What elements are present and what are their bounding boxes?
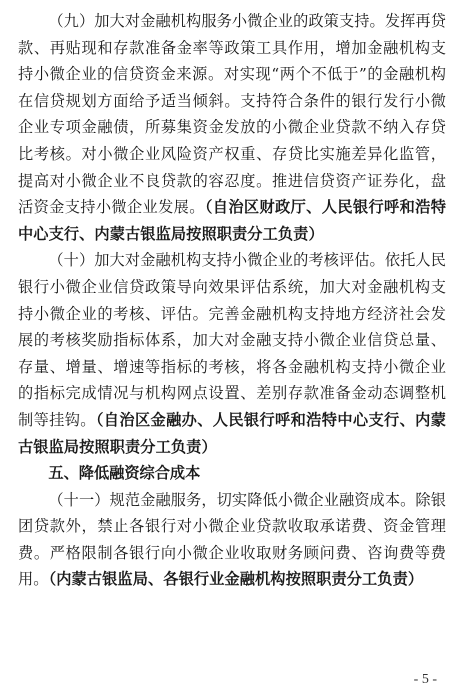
- paragraph-10: [18, 247, 446, 460]
- page-number: - 5 -: [413, 672, 437, 687]
- paragraph-11-responsibility: （内蒙古银监局、各银行业金融机构按照职责分工负责）: [48, 570, 424, 589]
- section-heading: 五、降低融资综合成本: [48, 464, 201, 483]
- document-page: [18, 8, 446, 593]
- paragraph-10-responsibility: （自治区金融办、人民银行呼和浩特中心支行、内蒙古银监局按照职责分工负责）: [18, 410, 447, 456]
- paragraph-10-text: （十）加大对金融机构支持小微企业的考核评估。依托人民银行小微企业信贷政策导向效果评估系统，加大对金融机构支持小微企业的考核、评估。完善金融机构支持地方经济社会发展的考核奖励指标体系，加大对金融支持小微企业信贷总量、存量、增量、增速等指标的考核，将各金融机构支持小微企业的指标完成情况与机构网点设置、差别存款准备金动态调整机制等挂钩。: [18, 251, 446, 429]
- paragraph-9-text: （九）加大对金融机构服务小微企业的政策支持。发挥再贷款、再贴现和存款准备金率等政策工具作用，增加金融机构支持小微企业的信贷资金来源。对实现“两个不低于”的金融机构在信贷规划方面给予适当倾斜。支持符合条件的银行发行小微企业专项金融债，所募集资金发放的小微企业贷款不纳入存贷比考核。对小微企业风险资产权重、存贷比实施差异化监管，提高对小微企业不良贷款的容忍度。推进信贷资产证券化，盘活资金支持小微企业发展。: [18, 12, 446, 217]
- paragraph-9: [18, 8, 446, 247]
- paragraph-9-responsibility: （自治区财政厅、人民银行呼和浩特中心支行、内蒙古银监局按照职责分工负责）: [18, 198, 447, 243]
- paragraph-11: [18, 487, 446, 593]
- paragraph-11-text: （十一）规范金融服务，切实降低小微企业融资成本。除银团贷款外，禁止各银行对小微企业贷款收取承诺费、资金管理费。严格限制各银行向小微企业收取财务顾问费、咨询费等费用。: [18, 490, 446, 589]
